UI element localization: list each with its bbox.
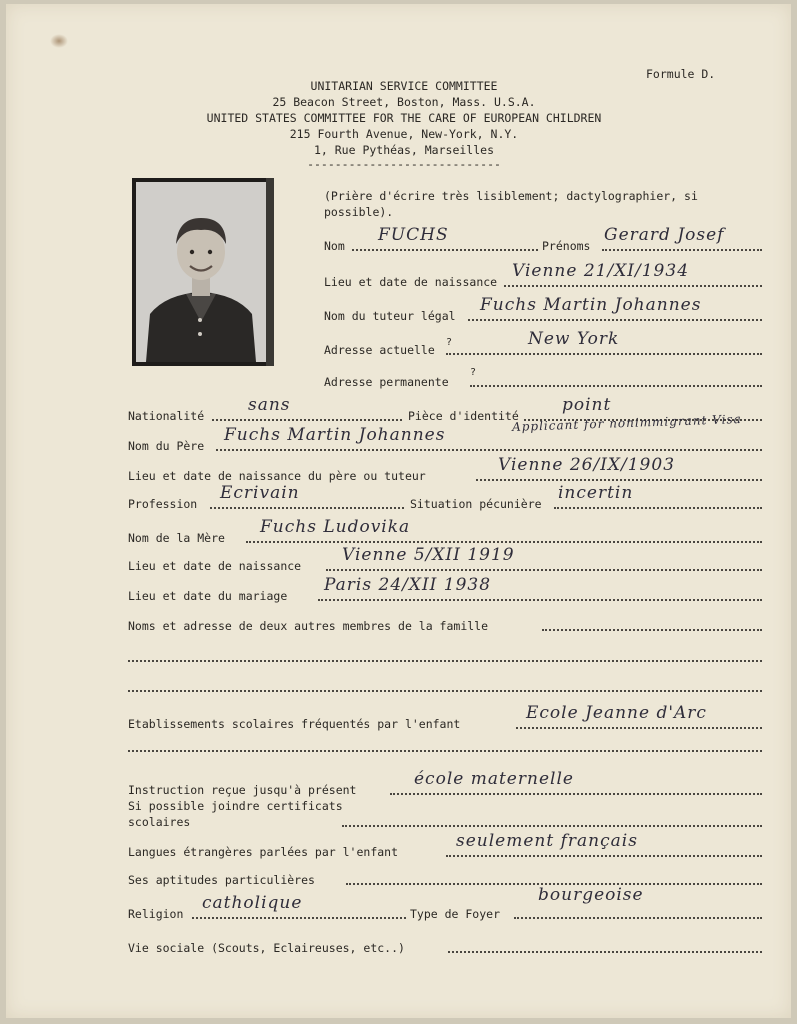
- stain-mark: [50, 34, 68, 48]
- header-line-2: 25 Beacon Street, Boston, Mass. U.S.A.: [272, 95, 536, 109]
- famille-line-1: [542, 629, 762, 631]
- religion-value: catholique: [202, 893, 303, 913]
- piece-identite-label: Pièce d'identité: [408, 409, 519, 423]
- mariage-value: Paris 24/XII 1938: [324, 575, 492, 595]
- instruction-line: [390, 793, 762, 795]
- mere-label: Nom de la Mère: [128, 531, 225, 545]
- famille-label: Noms et adresse de deux autres membres de la famille: [128, 619, 489, 633]
- foyer-line: [514, 917, 762, 919]
- mariage-label: Lieu et date du mariage: [128, 589, 288, 603]
- prenoms-label: Prénoms: [542, 239, 591, 253]
- photo-edge: [266, 178, 274, 366]
- aptitudes-label: Ses aptitudes particulières: [128, 873, 315, 887]
- naissance-label: Lieu et date de naissance: [324, 275, 498, 289]
- naissance-mere-label: Lieu et date de naissance: [128, 559, 302, 573]
- header-line-3: UNITED STATES COMMITTEE FOR THE CARE OF EUROPEAN CHILDREN: [206, 111, 602, 125]
- certificats-line: [342, 825, 762, 827]
- mariage-line: [318, 599, 762, 601]
- instructions-line-2: possible).: [324, 205, 394, 219]
- religion-line: [192, 917, 406, 919]
- photo-image: [136, 182, 266, 362]
- naissance-line: [504, 285, 762, 287]
- header-line-4: 215 Fourth Avenue, New-York, N.Y.: [289, 127, 519, 141]
- instructions-line-1: (Prière d'écrire très lisiblement; dactylographier, si: [324, 189, 698, 203]
- mere-line: [246, 541, 762, 543]
- adresse-permanente-mark: ?: [470, 367, 477, 378]
- nom-label: Nom: [324, 239, 345, 253]
- langues-line: [446, 855, 762, 857]
- vie-sociale-label: Vie sociale (Scouts, Eclaireuses, etc..): [128, 941, 405, 955]
- mere-value: Fuchs Ludovika: [260, 517, 411, 537]
- form-page: [6, 4, 791, 1018]
- certificats-label-1: Si possible joindre certificats: [128, 799, 343, 813]
- header-line-1: UNITARIAN SERVICE COMMITTEE: [310, 79, 498, 93]
- child-photo: [132, 178, 274, 366]
- vie-sociale-line: [448, 951, 762, 953]
- instruction-label: Instruction reçue jusqu'à présent: [128, 783, 357, 797]
- naissance-pere-line: [476, 479, 762, 481]
- pere-line: [216, 449, 762, 451]
- prenoms-line: [602, 249, 762, 251]
- adresse-permanente-label: Adresse permanente: [324, 375, 449, 389]
- pere-label: Nom du Père: [128, 439, 205, 453]
- situation-label: Situation pécunière: [410, 497, 542, 511]
- naissance-pere-label: Lieu et date de naissance du père ou tuteur: [128, 469, 426, 483]
- famille-line-3: [128, 690, 762, 692]
- langues-label: Langues étrangères parlées par l'enfant: [128, 845, 399, 859]
- adresse-actuelle-label: Adresse actuelle: [324, 343, 435, 357]
- profession-label: Profession: [128, 497, 198, 511]
- naissance-value: Vienne 21/XI/1934: [512, 261, 690, 281]
- langues-value: seulement français: [456, 831, 638, 851]
- etablissements-value: Ecole Jeanne d'Arc: [526, 703, 707, 723]
- etablissements-line-2: [128, 750, 762, 752]
- profession-value: Ecrivain: [220, 483, 300, 503]
- naissance-mere-value: Vienne 5/XII 1919: [342, 545, 515, 565]
- situation-value: incertin: [558, 483, 634, 503]
- tuteur-value: Fuchs Martin Johannes: [480, 295, 702, 315]
- nationalite-line: [212, 419, 402, 421]
- foyer-value: bourgeoise: [538, 885, 644, 905]
- certificats-label-2: scolaires: [128, 815, 191, 829]
- foyer-label: Type de Foyer: [410, 907, 501, 921]
- naissance-pere-value: Vienne 26/IX/1903: [498, 455, 676, 475]
- header-line-5: 1, Rue Pythéas, Marseilles: [313, 143, 494, 157]
- situation-line: [554, 507, 762, 509]
- form-label: Formule D.: [646, 67, 716, 81]
- famille-line-2: [128, 660, 762, 662]
- prenoms-value: Gerard Josef: [604, 225, 725, 245]
- nationalite-value: sans: [248, 395, 291, 415]
- visa-note: Applicant for nonimmigrant Visa: [511, 411, 743, 435]
- adresse-permanente-line: [470, 385, 762, 387]
- nom-line: [352, 249, 538, 251]
- pere-value: Fuchs Martin Johannes: [224, 425, 446, 445]
- tuteur-line: [468, 319, 762, 321]
- etablissements-label: Etablissements scolaires fréquentés par l'enfant: [128, 717, 461, 731]
- tuteur-label: Nom du tuteur légal: [324, 309, 456, 323]
- adresse-actuelle-line: [446, 353, 762, 355]
- nationalite-label: Nationalité: [128, 409, 205, 423]
- nom-value: FUCHS: [378, 225, 449, 245]
- profession-line: [210, 507, 404, 509]
- piece-identite-value: point: [562, 395, 612, 415]
- header-rule: ----------------------------: [307, 157, 501, 171]
- adresse-actuelle-mark: ?: [446, 337, 453, 348]
- adresse-actuelle-value: New York: [528, 329, 620, 349]
- instruction-value: école maternelle: [414, 769, 574, 789]
- etablissements-line: [516, 727, 762, 729]
- religion-label: Religion: [128, 907, 184, 921]
- naissance-mere-line: [326, 569, 762, 571]
